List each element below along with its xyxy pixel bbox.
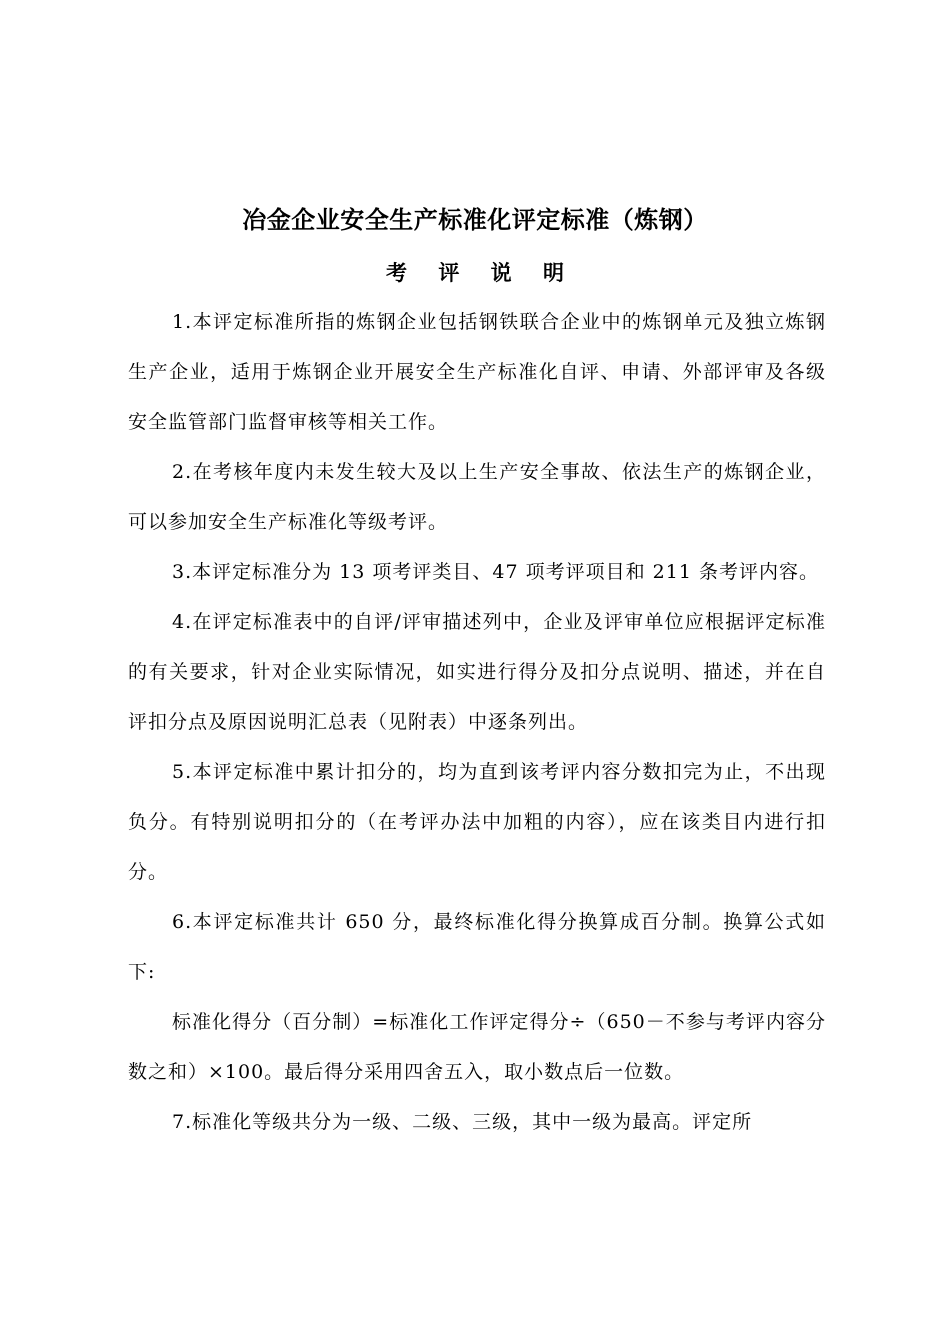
document-title: 冶金企业安全生产标准化评定标准（炼钢） [242,206,708,234]
document-body [128,297,826,1147]
paragraph-5: 5.本评定标准中累计扣分的，均为直到该考评内容分数扣完为止，不出现负分。有特别说明扣分的（在考评办法中加粗的内容），应在该类目内进行扣分。 [128,761,826,883]
formula-paragraph: 标准化得分（百分制）=标准化工作评定得分÷（650－不参与考评内容分数之和）×100。最后得分采用四舍五入，取小数点后一位数。 [128,1011,826,1083]
paragraph-4: 4.在评定标准表中的自评/评审描述列中，企业及评审单位应根据评定标准的有关要求，针对企业实际情况，如实进行得分及扣分点说明、描述，并在自评扣分点及原因说明汇总表（见附表）中逐条列出。 [128,611,826,733]
section-heading: 考 评 说 明 [386,261,576,285]
paragraph-1: 1.本评定标准所指的炼钢企业包括钢铁联合企业中的炼钢单元及独立炼钢生产企业，适用于炼钢企业开展安全生产标准化自评、申请、外部评审及各级安全监管部门监督审核等相关工作。 [128,311,826,433]
paragraph-2: 2.在考核年度内未发生较大及以上生产安全事故、依法生产的炼钢企业，可以参加安全生产标准化等级考评。 [128,461,826,533]
paragraph-7: 7.标准化等级共分为一级、二级、三级，其中一级为最高。评定所 [172,1111,753,1133]
paragraph-3: 3.本评定标准分为 13 项考评类目、47 项考评项目和 211 条考评内容。 [172,561,819,583]
paragraph-6: 6.本评定标准共计 650 分，最终标准化得分换算成百分制。换算公式如下: [128,911,826,983]
